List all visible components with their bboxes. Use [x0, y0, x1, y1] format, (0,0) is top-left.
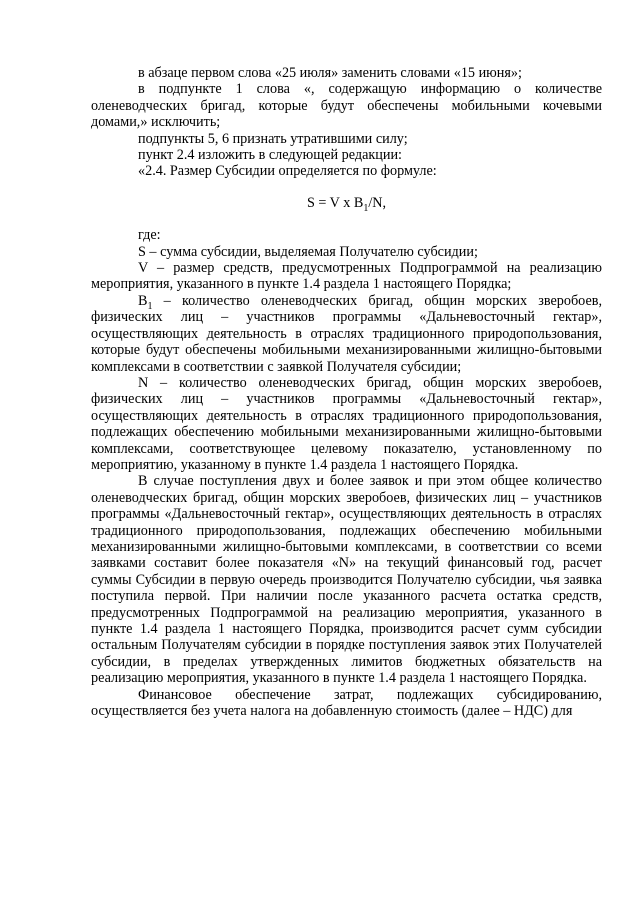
b1-text: – количество оленеводческих бригад, общин морских зверобоев, физических лиц – участников программы «Дальневосточный гектар», осуществляющих деятельность в отраслях традиционного природопользования, которые будут обеспечены мобильными механизированными жилищно-бытовыми комплексами в соответствии с заявкой Получателя субсидии; — [91, 292, 602, 375]
where-label: где: — [138, 227, 161, 244]
definition-n: N – количество оленеводческих бригад, общин морских зверобоев, физических лиц – участников программы «Дальневосточный гектар», осуществляющих деятельность в отраслях традиционного природопользования, подлежащих обеспечению мобильными механизированными жилищно-бытовыми комплексами, соответствующее целевому показателю, установленному по мероприятию, указанному в пункте 1.4 раздела 1 настоящего Порядка. — [91, 374, 602, 473]
b1-subscript: 1 — [147, 300, 153, 312]
definition-v: V – размер средств, предусмотренных Подпрограммой на реализацию мероприятия, указанного в пункте 1.4 раздела 1 настоящего Порядка; — [91, 260, 602, 293]
definition-b1 — [91, 293, 602, 375]
formula-subscript: 1 — [363, 202, 369, 214]
document-page — [91, 65, 602, 719]
financing-paragraph: Финансовое обеспечение затрат, подлежащих субсидированию, осуществляется без учета налога на добавленную стоимость (далее – НДС) для — [91, 686, 602, 720]
b1-symbol: B — [138, 292, 148, 309]
formula-left: S = V x B — [306, 194, 364, 211]
amendment-paragraph-3: подпункты 5, 6 признать утратившими силу; — [138, 130, 408, 147]
subsidy-formula — [91, 194, 602, 214]
formula-right: /N, — [368, 194, 387, 211]
definition-s: S – сумма субсидии, выделяемая Получателю субсидии; — [138, 243, 478, 260]
amendment-paragraph-2: в подпункте 1 слова «, содержащую информацию о количестве оленеводческих бригад, которые будут обеспечены мобильными кочевыми домами,» исключить; — [91, 81, 602, 131]
clause-2-4-intro: «2.4. Размер Субсидии определяется по формуле: — [138, 163, 437, 180]
amendment-paragraph-4: пункт 2.4 изложить в следующей редакции: — [138, 147, 402, 164]
amendment-paragraph-1: в абзаце первом слова «25 июля» заменить словами «15 июня»; — [138, 65, 522, 81]
multiple-applications-paragraph: В случае поступления двух и более заявок и при этом общее количество оленеводческих бригад, общин морских зверобоев, физических лиц – участников программы «Дальневосточный гектар», осуществляющих деятельность в отраслях традиционного природопользования, подлежащих обеспечению мобильными механизированными жилищно-бытовыми комплексами, в соответствии со всеми заявками составит более показателя «N» на текущий финансовый год, расчет суммы Субсидии в первую очередь производится Получателю субсидии, чья заявка поступила первой. При наличии после указанного расчета остатка средств, предусмотренных Подпрограммой на реализацию мероприятия, указанного в пункте 1.4 раздела 1 настоящего Порядка, производится расчет сумм субсидии остальным Получателям субсидии в порядке поступления заявок этих Получателей субсидии, в пределах утвержденных лимитов бюджетных обязательств на реализацию мероприятия, указанного в пункте 1.4 раздела 1 настоящего Порядка. — [91, 473, 602, 687]
